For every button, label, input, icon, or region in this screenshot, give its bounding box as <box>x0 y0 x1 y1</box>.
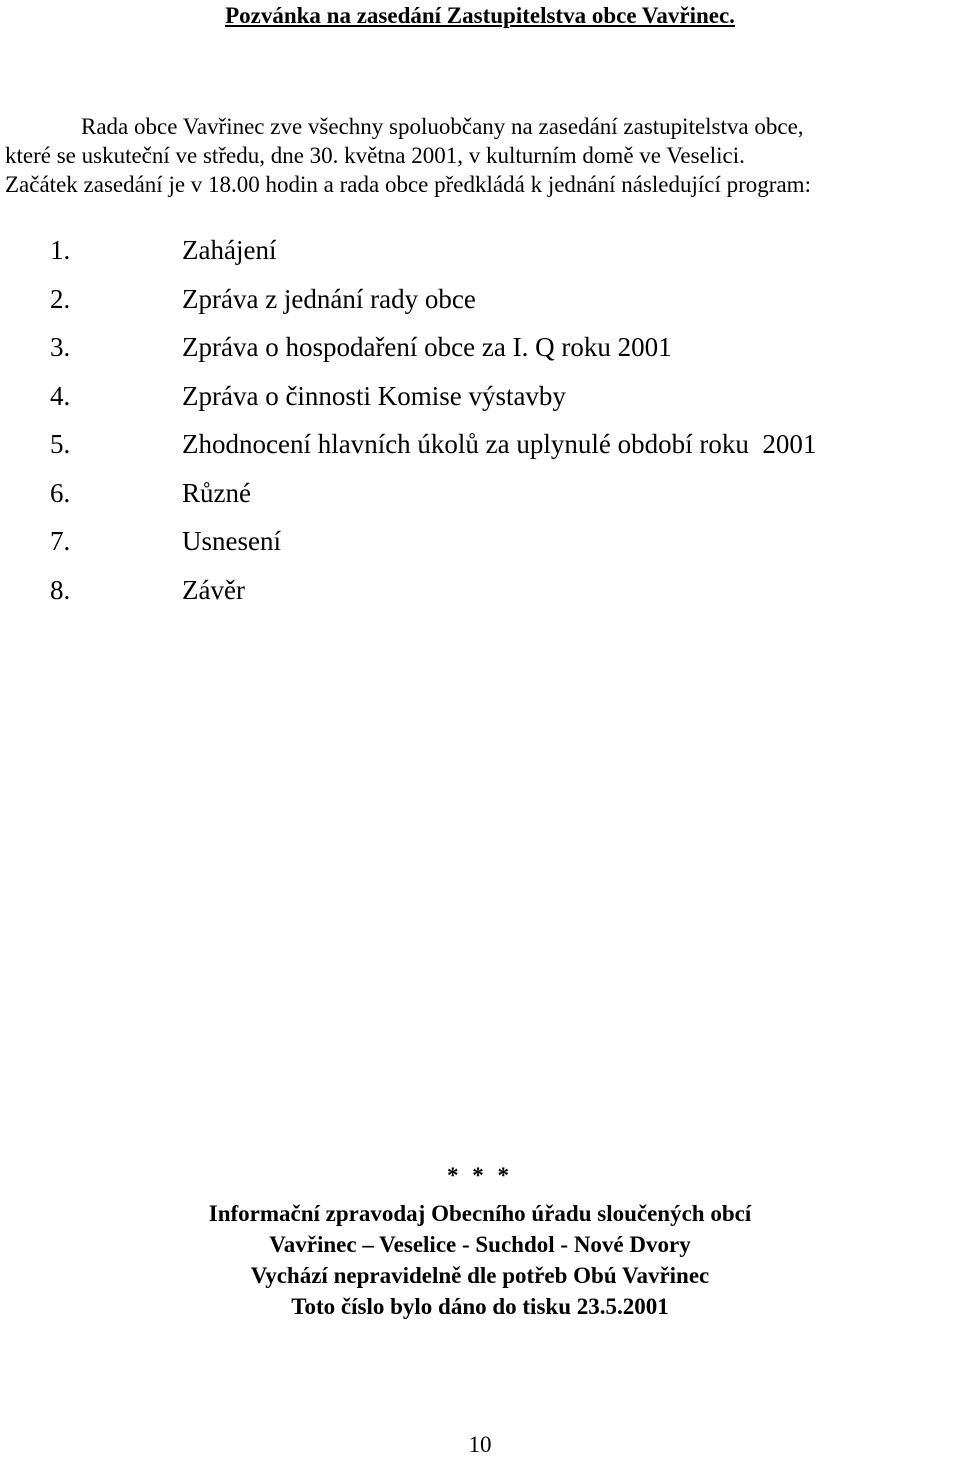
program-item-number: 4. <box>50 380 71 411</box>
program-item <box>50 420 816 469</box>
program-item-number: 1. <box>50 235 71 265</box>
page-number: 10 <box>468 1432 492 1457</box>
footer-line: Vychází nepravidelně dle potřeb Obú Vavřinec <box>250 1263 710 1288</box>
program-item-number: 5. <box>50 429 71 459</box>
program-item-number: 8. <box>50 574 71 605</box>
footer-line: Vavřinec – Veselice - Suchdol - Nové Dvory <box>269 1232 691 1257</box>
program-item-text: Usnesení <box>182 526 281 556</box>
section-separator: * * * <box>447 1163 513 1188</box>
program-item-text: Zpráva z jednání rady obce <box>182 283 476 314</box>
program-item-number: 6. <box>50 477 71 508</box>
program-item-number: 3. <box>50 332 71 362</box>
intro-line: Začátek zasedání je v 18.00 hodin a rada obce předkládá k jednání následující program: <box>5 172 811 197</box>
newsletter-footer <box>0 1198 960 1322</box>
document-title: Pozvánka na zasedání Zastupitelstva obce Vavřinec. <box>225 3 735 28</box>
program-item-number: 2. <box>50 283 71 314</box>
program-item <box>50 372 816 421</box>
program-item <box>50 275 816 324</box>
program-item <box>50 323 816 372</box>
footer-line: Informační zpravodaj Obecního úřadu sloučených obcí <box>208 1201 752 1226</box>
intro-line: které se uskuteční ve středu, dne 30. května 2001, v kulturním domě ve Veselici. <box>5 143 745 168</box>
intro-line: Rada obce Vavřinec zve všechny spoluobčany na zasedání zastupitelstva obce, <box>81 114 804 139</box>
program-item <box>50 566 816 615</box>
program-item <box>50 226 816 275</box>
program-item-text: Různé <box>182 477 251 508</box>
program-item-text: Závěr <box>182 574 245 605</box>
program-list <box>50 226 816 614</box>
program-item-text: Zpráva o hospodaření obce za I. Q roku 2001 <box>182 332 672 362</box>
program-item-text: Zahájení <box>182 235 277 265</box>
program-item-text: Zpráva o činnosti Komise výstavby <box>182 380 566 411</box>
intro-paragraph <box>5 112 953 199</box>
program-item-number: 7. <box>50 526 71 556</box>
program-item <box>50 517 816 566</box>
program-item <box>50 469 816 518</box>
program-item-text: Zhodnocení hlavních úkolů za uplynulé období roku 2001 <box>182 429 817 459</box>
footer-line: Toto číslo bylo dáno do tisku 23.5.2001 <box>291 1294 669 1319</box>
